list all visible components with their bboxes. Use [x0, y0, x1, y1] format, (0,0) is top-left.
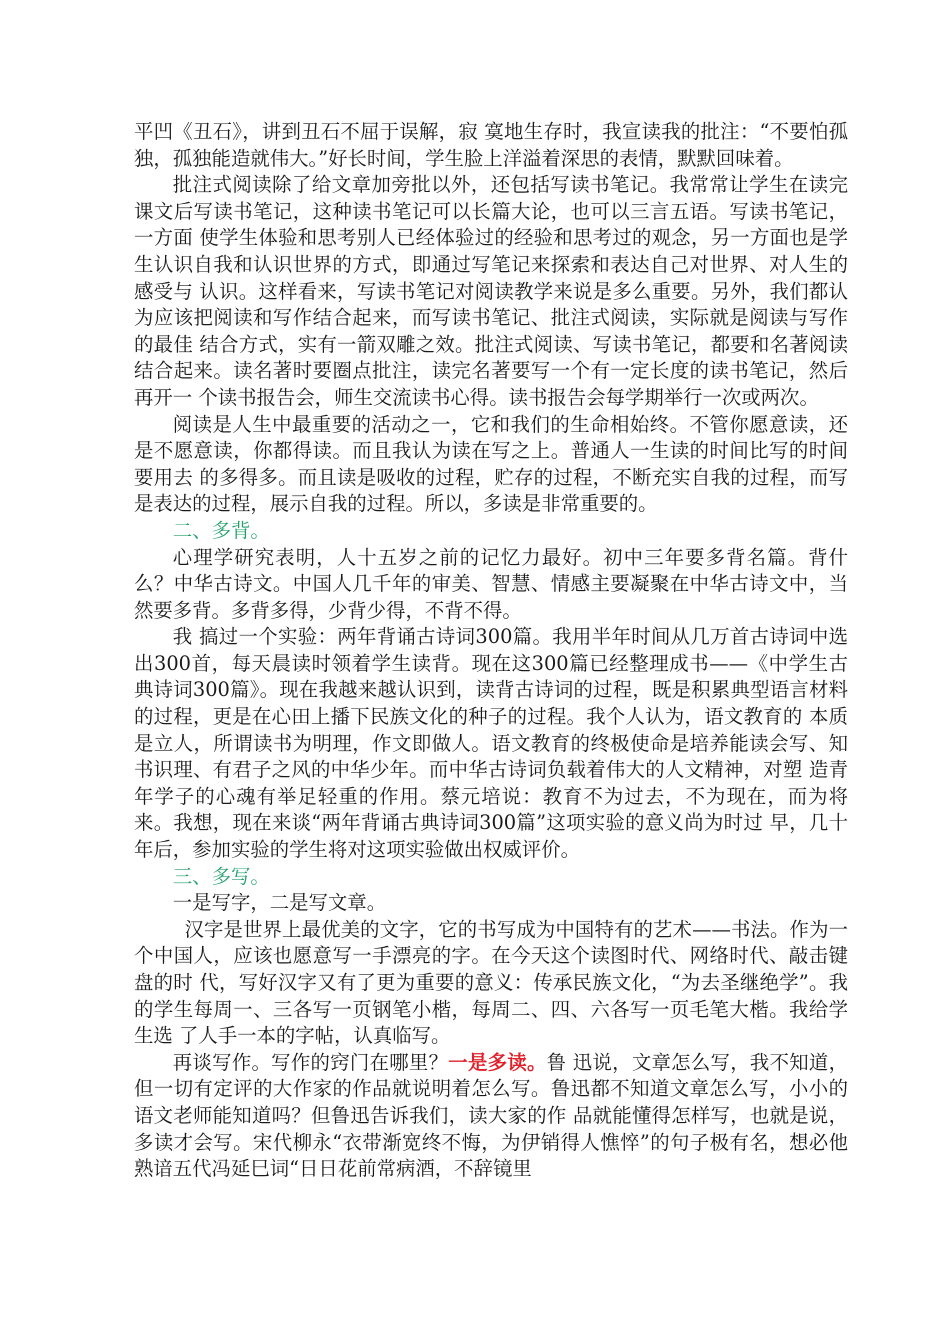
paragraph-memory: 心理学研究表明，人十五岁之前的记忆力最好。初中三年要多背名篇。背什么？中华古诗文。中国人几千年的审美、智慧、情感主要凝聚在中华古诗文中，当然要多背。多背多得，少背少得，不背不得。: [134, 545, 848, 622]
document-body: [134, 119, 848, 1183]
paragraph-writing: [134, 1050, 848, 1183]
paragraph-write-intro: 一是写字，二是写文章。: [172, 891, 387, 915]
highlight-read-more: 一是多读。: [448, 1050, 547, 1074]
section-heading-recite: 二、多背。: [172, 518, 270, 542]
writing-text-rest: 鲁 迅说，文章怎么写，我不知道，但一切有定评的大作家的作品就说明着怎么写。鲁迅都不知道文章怎么写，小小的语文老师能知道吗？但鲁迅告诉我们，读大家的作 品就能懂得怎样写，也就是说，多读才会写。宋代柳永“衣带渐宽终不悔，为伊销得人憔悴”的句子极有名，想必他熟谙五代冯延巳词“日日花前常病酒，不辞镜里: [134, 1050, 848, 1181]
paragraph-calligraphy: 汉字是世界上最优美的文字，它的书写成为中国特有的艺术——书法。作为一个中国人，应该也愿意写一手漂亮的字。在今天这个读图时代、网络时代、敲击键盘的时 代，写好汉字又有了更为重要的意义：传承民族文化，“为去圣继绝学”。我的学生每周一、三各写一页钢笔小楷，每周二、四、六各写一页毛笔大楷。我给学生选 了人手一本的字帖，认真临写。: [134, 917, 848, 1048]
paragraph-experiment: 我 搞过一个实验：两年背诵古诗词300篇。我用半年时间从几万首古诗词中选出300首，每天晨读时领着学生读背。现在这300篇已经整理成书——《中学生古 典诗词300篇》。现在我越来越认识到，读背古诗词的过程，既是积累典型语言材料的过程，更是在心田上播下民族文化的种子的过程。我个人认为，语文教育的 本质是立人，所谓读书为明理，作文即做人。语文教育的终极使命是培养能读会写、知书识理、有君子之风的中华少年。而中华古诗词负载着伟大的人文精神，对塑 造青年学子的心魂有举足轻重的作用。蔡元培说：教育不为过去，不为现在，而为将来。我想，现在来谈“两年背诵古典诗词300篇”这项实验的意义尚为时过 早，几十年后，参加实验的学生将对这项实验做出权威评价。: [134, 625, 848, 862]
writing-text-start: 再谈写作。写作的窍门在哪里？: [172, 1050, 449, 1074]
paragraph-reading-importance: 阅读是人生中最重要的活动之一，它和我们的生命相始终。不管你愿意读，还是不愿意读，你都得读。而且我认为读在写之上。普通人一生读的时间比写的时间要用去 的多得多。而且读是吸收的过程，贮存的过程，不断充实自我的过程，而写是表达的过程，展示自我的过程。所以，多读是非常重要的。: [134, 412, 848, 516]
paragraph-continued: 平凹《丑石》，讲到丑石不屈于误解，寂 寞地生存时，我宣读我的批注：“不要怕孤独，孤独能造就伟大。”好长时间，学生脸上洋溢着深思的表情，默默回味着。: [134, 120, 848, 170]
section-heading-write: 三、多写。: [172, 864, 270, 888]
paragraph-annotated-reading: 批注式阅读除了给文章加旁批以外，还包括写读书笔记。我常常让学生在读完课文后写读书笔记，这种读书笔记可以长篇大论，也可以三言五语。写读书笔记，一方面 使学生体验和思考别人已经体验过的经验和思考过的观念，另一方面也是学生认识自我和认识世界的方式，即通过写笔记来探索和表达自己对世界、对人生的感受与 认识。这样看来，写读书笔记对阅读教学来说是多么重要。另外，我们都认为应该把阅读和写作结合起来，而写读书笔记、批注式阅读，实际就是阅读与写作的最佳 结合方式，实有一箭双雕之效。批注式阅读、写读书笔记，都要和名著阅读结合起来。读名著时要圈点批注，读完名著要写一个有一定长度的读书笔记，然后再开一 个读书报告会，师生交流读书心得。读书报告会每学期举行一次或两次。: [134, 173, 848, 409]
